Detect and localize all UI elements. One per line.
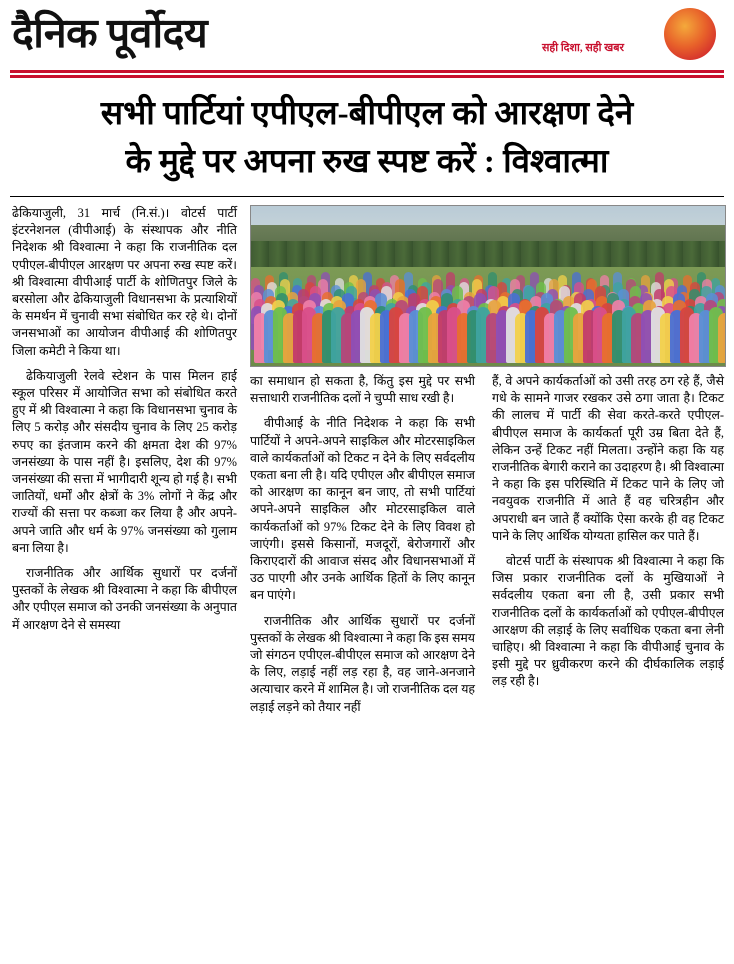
headline-line-2: के मुद्दे पर अपना रुख स्पष्ट करें : विश्वात्मा <box>125 144 609 180</box>
paragraph: ढेकियाजुली रेलवे स्टेशन के पास मिलन हाई स्कूल परिसर में आयोजित सभा को संबोधित करते हुए में श्री विश्वात्मा ने कहा कि विधानसभा चुनाव के लिए 5 करोड़ और संसदीय चुनाव के लिए 25 करोड़ रुपए का इंतजाम करने की क्षमता देश की 97% जनसंख्या के पास नहीं है। इसलिए, देश की 97% जनसंख्या की सत्ता में भागीदारी शून्य हो गई है। सभी जातियों, धर्मों और क्षेत्रों के 3% लोगों ने केंद्र और राज्यों की सत्ता पर कब्जा कर लिया है और अपने-अपने जाति और धर्म के 97% जनसंख्या को गुलाम बना लिया है। <box>12 368 237 555</box>
paragraph: राजनीतिक और आर्थिक सुधारों पर दर्जनों पुस्तकों के लेखक श्री विश्वात्मा ने कहा कि बीपीएल और एपीएल समाज को उनकी जनसंख्या के अनुपात में आरक्षण देने से समस्या <box>12 566 237 632</box>
paragraph: राजनीतिक और आर्थिक सुधारों पर दर्जनों पुस्तकों के लेखक श्री विश्वात्मा ने कहा कि इस समय जो संगठन एपीएल-बीपीएल समाज को आरक्षण देने के लिए, लड़ाई नहीं लड़ रहा है, वह जाने-अनजाने अत्याचार करने में शामिल है। जो राजनीतिक दल यह लड़ाई लड़ने को तैयार नहीं <box>250 613 475 714</box>
masthead-tagline: सही दिशा, सही खबर <box>541 42 624 54</box>
sun-logo-icon <box>664 8 716 60</box>
article-column-2 <box>250 373 475 724</box>
paragraph: हैं, वे अपने कार्यकर्ताओं को उसी तरह ठग रहे हैं, जैसे गधे के सामने गाजर रखकर उसे ठगा जाता है। टिकट की लालच में पार्टी की सेवा करते-करते एपीएल-बीपीएल समाज के कार्यकर्ता पूरी उम्र बिता देते हैं, लेकिन उन्हें टिकट नहीं मिलता। उन्होंने कहा कि यह राजनीतिक बेगारी कराने का उदाहरण है। श्री विश्वात्मा ने कहा कि इस परिस्थिति में टिकट पाने के लिए जो नवयुवक राजनीति में आते हैं वह चरित्रहीन और अपराधी बन जाते हैं क्योंकि ऐसा करके ही वह टिकट पाने के लिए आर्थिक योग्यता हासिल कर पाते हैं। <box>492 374 724 543</box>
masthead-divider <box>10 75 724 78</box>
paragraph: वोटर्स पार्टी के संस्थापक श्री विश्वात्मा ने कहा कि जिस प्रकार राजनीतिक दलों के मुखियाओं ने सर्वदलीय एकता बना ली है, उसी प्रकार सभी राजनीतिक दलों के कार्यकर्ताओं को एपीएल-बीपीएल आरक्षण की लड़ाई के लिए सर्वाधिक एकता बना लेनी चाहिए। श्री विश्वात्मा ने कहा कि वीपीआई चुनाव के इसी मुद्दे पर ध्रुवीकरण करने की दीर्घकालिक लड़ाई लड़ रही है। <box>492 554 724 689</box>
photo-crowd <box>251 260 725 366</box>
paragraph: वीपीआई के नीति निदेशक ने कहा कि सभी पार्टियों ने अपने-अपने साइकिल और मोटरसाइकिल वाले कार्यकर्ताओं को टिकट न देने के लिए सर्वदलीय एकता बना ली है। यदि एपीएल और बीपीएल समाज को आरक्षण का कानून बन जाए, तो सभी पार्टियां अपने-अपने साइकिल और मोटरसाइकिल वाले कार्यकर्ताओं को 97% टिकट देने के लिए विवश हो जाएंगी। इससे किसानों, मजदूरों, बेरोजगारों और किराएदारों की आवाज संसद और विधानसभाओं में उठ पाएगी और उनके आर्थिक हितों के लिए कानून बन पाएंगे। <box>250 416 475 603</box>
article-body <box>10 205 724 940</box>
headline-divider <box>10 196 724 197</box>
paragraph: का समाधान हो सकता है, किंतु इस मुद्दे पर सभी सत्ताधारी राजनीतिक दलों ने चुप्पी साध रखी है। <box>250 374 475 406</box>
article-column-3 <box>492 373 724 699</box>
headline-line-1: सभी पार्टियां एपीएल-बीपीएल को आरक्षण देने <box>100 96 634 132</box>
paragraph: ढेकियाजुली, 31 मार्च (नि.सं.)। वोटर्स पार्टी इंटरनेशनल (वीपीआई) के संस्थापक और नीति निदेशक श्री विश्वात्मा ने कहा कि राजनीतिक दल एपीएल-बीपीएल आरक्षण पर अपना रुख स्पष्ट करें। श्री विश्वात्मा वीपीआई पार्टी के शोणितपुर जिले के बरसोला और ढेकियाजुली विधानसभा के प्रत्याशियों के समर्थन में चुनावी सभा संबोधित कर रहे थे। दोनों जनसभाओं का आयोजन वीपीआई की शोणितपुर जिला कमेटी ने किया था। <box>12 206 237 358</box>
crowd-rally-photo <box>250 205 726 367</box>
masthead-title: दैनिक पूर्वोदय <box>12 10 208 56</box>
article-column-1 <box>12 205 237 642</box>
page-headline <box>10 84 724 196</box>
masthead <box>10 6 724 73</box>
